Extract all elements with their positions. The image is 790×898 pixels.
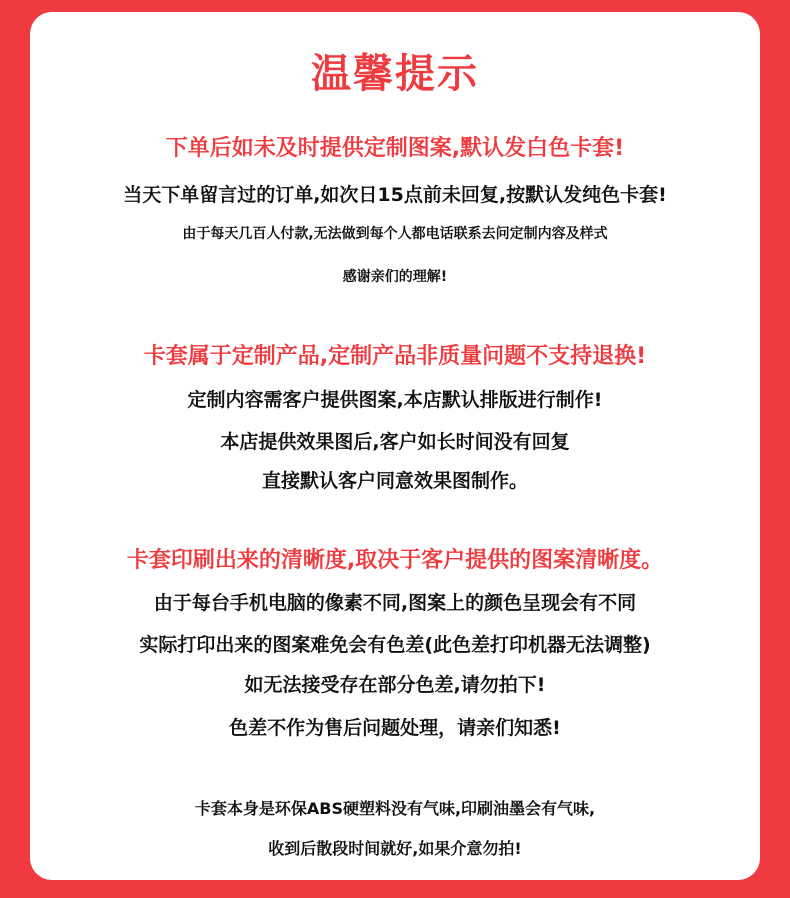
section2-line2: 本店提供效果图后,客户如长时间没有回复 xyxy=(220,431,570,453)
section3-line4: 色差不作为售后问题处理，请亲们知悉! xyxy=(229,717,561,739)
section1-line2: 由于每天几百人付款,无法做到每个人都电话联系去问定制内容及样式 xyxy=(182,226,608,242)
section4-line2: 收到后散段时间就好,如果介意勿拍! xyxy=(268,839,522,858)
section1-line1: 当天下单留言过的订单,如次日15点前未回复,按默认发纯色卡套! xyxy=(123,184,667,206)
section3-heading: 卡套印刷出来的清晰度,取决于客户提供的图案清晰度。 xyxy=(126,548,664,573)
page-title: 温馨提示 xyxy=(311,51,479,97)
section2-heading: 卡套属于定制产品,定制产品非质量问题不支持退换! xyxy=(143,344,647,369)
section4-line1: 卡套本身是环保ABS硬塑料没有气味,印刷油墨会有气味, xyxy=(194,799,596,818)
section3-line1: 由于每台手机电脑的像素不同,图案上的颜色呈现会有不同 xyxy=(153,592,637,614)
section2-line3: 直接默认客户同意效果图制作。 xyxy=(261,470,528,492)
section3-line2: 实际打印出来的图案难免会有色差(此色差打印机器无法调整) xyxy=(139,634,651,656)
section1-heading: 下单后如未及时提供定制图案,默认发白色卡套! xyxy=(165,136,625,161)
section3-line3: 如无法接受存在部分色差,请勿拍下! xyxy=(244,674,546,696)
section1-line3: 感谢亲们的理解! xyxy=(342,269,448,285)
section2-line1: 定制内容需客户提供图案,本店默认排版进行制作! xyxy=(187,389,603,411)
notice-card xyxy=(30,12,760,880)
